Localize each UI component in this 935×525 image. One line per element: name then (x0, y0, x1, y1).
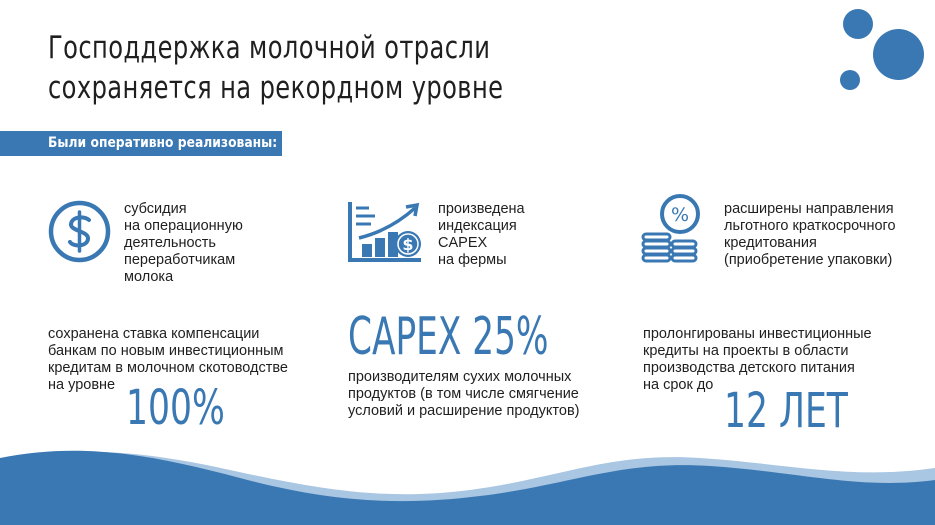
dollar-coin-icon (48, 200, 111, 263)
section-banner-label: Были оперативно реализованы: (48, 135, 278, 151)
item-2-text: произведена индексация CAPEX на фермы (438, 201, 525, 268)
stat-2-value: CAPEX 25% (348, 307, 549, 367)
svg-text:%: % (670, 204, 690, 226)
item-3-text: расширены направления льготного краткосрочного кредитования (приобретение упаковки) (724, 201, 896, 268)
growth-chart-dollar-icon (345, 198, 425, 266)
title-line-2: сохраняется на рекордном уровне (48, 70, 504, 106)
stat-3-value: 12 ЛЕТ (724, 383, 848, 439)
item-1-text: субсидия на операционную деятельность переработчикам молока (124, 201, 243, 285)
stat-1-text: сохранена ставка компенсации банкам по новым инвестиционным кредитам в молочном скотоводстве на уровне (48, 326, 288, 393)
title-line-1: Господдержка молочной отрасли (48, 30, 491, 66)
page-title (48, 28, 503, 108)
stat-1-value: 100% (126, 380, 225, 436)
decor-bubble-small-bottom (840, 70, 860, 90)
stat-2-text: производителям сухих молочных продуктов (в том числе смягчение условий и расширение продуктов) (348, 369, 580, 419)
decor-bubble-small-top (843, 9, 873, 39)
decor-wave (0, 440, 935, 525)
stat-3-text: пролонгированы инвестиционные кредиты на проекты в области производства детского питания на срок до (643, 326, 872, 393)
svg-text:$: $ (402, 235, 414, 254)
decor-bubble-large (873, 29, 924, 80)
percent-coins-icon (640, 192, 700, 268)
